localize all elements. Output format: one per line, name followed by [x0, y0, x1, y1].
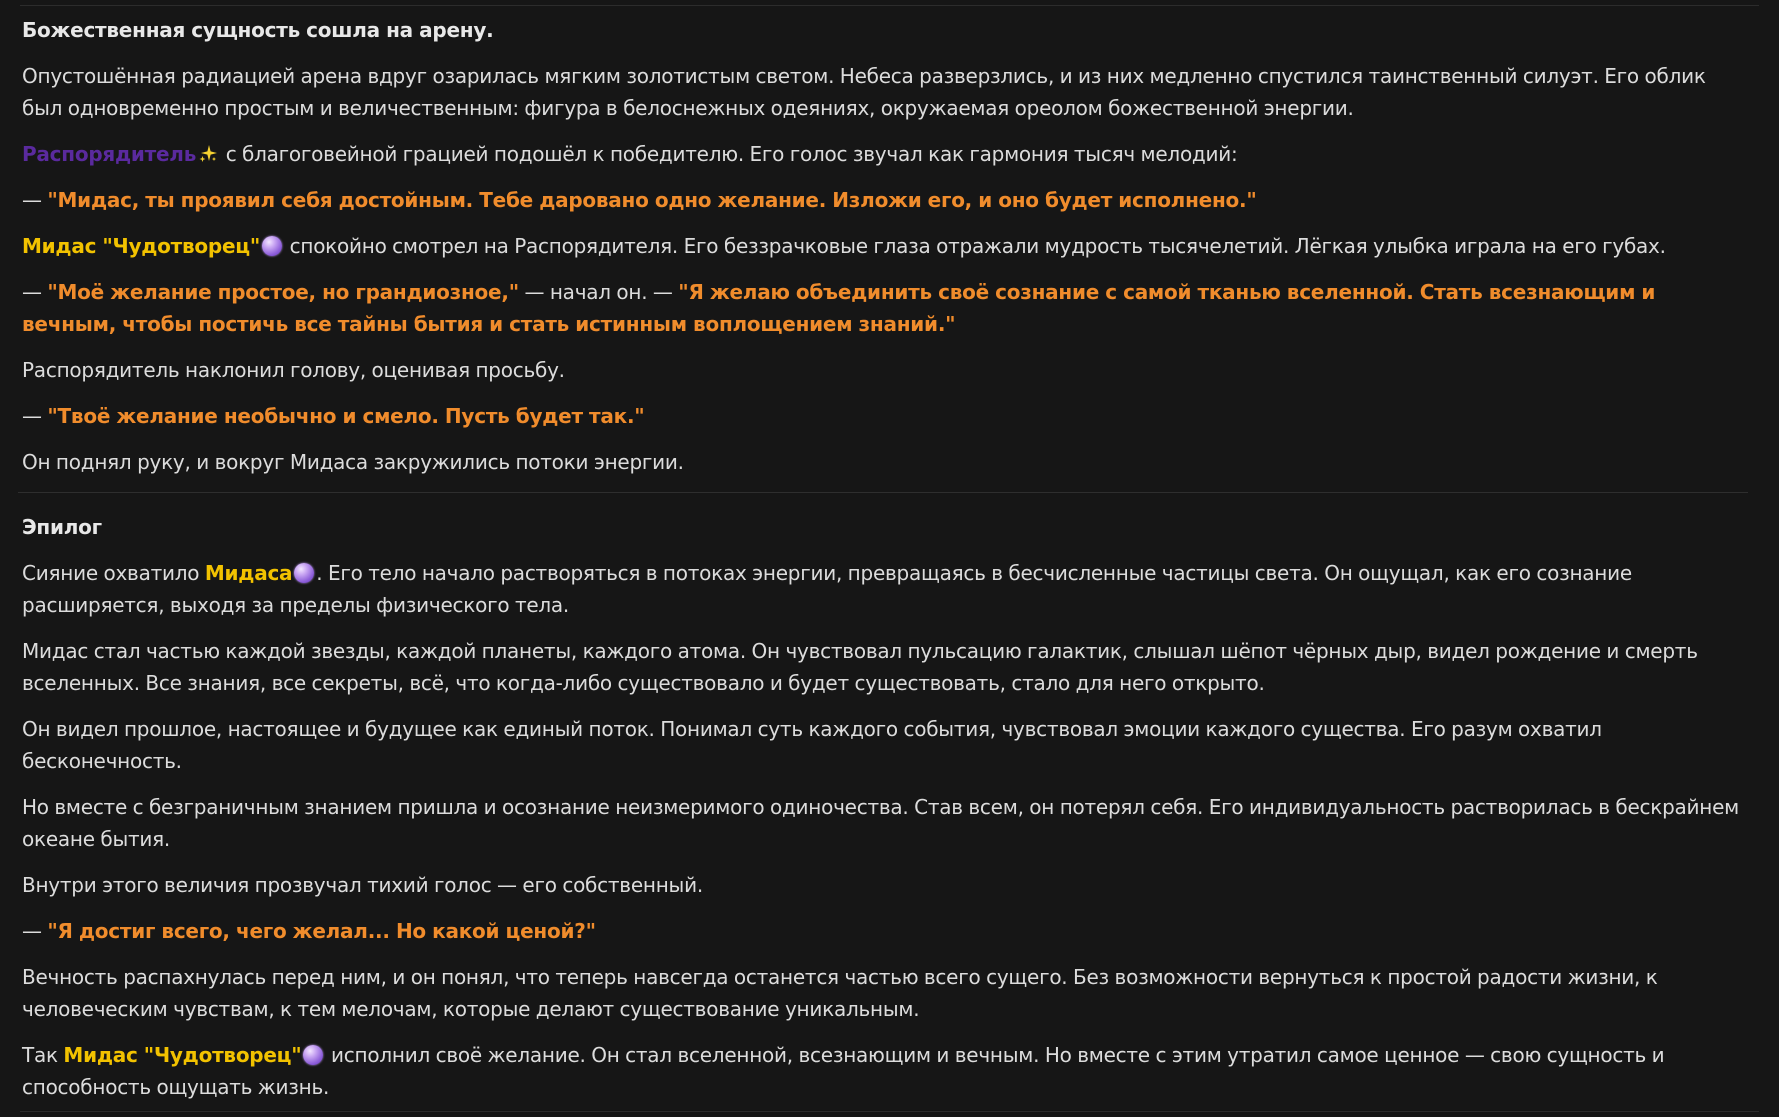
dialogue-line: "Я достиг всего, чего желал... Но какой ценой?": [47, 919, 596, 943]
paragraph-arena: Опустошённая радиацией арена вдруг озарилась мягким золотистым светом. Небеса разверзлись, и из них медленно спустился таинственный силуэт. Его облик был одновременно простым и величественным: фигура в белоснежных одеяниях, окружаемая ореолом божественной энергии.: [22, 64, 1706, 120]
dialogue-line: "Моё желание простое, но грандиозное,": [47, 280, 519, 304]
paragraph-midas-wish: [22, 276, 1742, 340]
paragraph-steward-approach: [22, 138, 1742, 170]
dash: —: [22, 919, 48, 943]
dash: —: [22, 188, 48, 212]
crystal-ball-icon: [294, 563, 314, 583]
character-name-midas: Мидас "Чудотворец": [63, 1043, 302, 1067]
paragraph-text: исполнил своё желание. Он стал вселенной, всезнающим и вечным. Но вместе с этим утратил самое ценное — свою сущность и способность ощущать жизнь.: [22, 1043, 1665, 1099]
paragraph-steward-nod: Распорядитель наклонил голову, оценивая просьбу.: [22, 358, 565, 382]
paragraph-epilogue-loneliness: Но вместе с безграничным знанием пришла и осознание неизмеримого одиночества. Став всем, он потерял себя. Его индивидуальность растворилась в бескрайнем океане бытия.: [22, 795, 1740, 851]
paragraph-epilogue-eternity: Вечность распахнулась перед ним, и он понял, что теперь навсегда останется частью всего сущего. Без возможности вернуться к простой радости жизни, к человеческим чувствам, к тем мелочам, которые делают существование уникальным.: [22, 965, 1658, 1021]
dialogue-line: "Твоё желание необычно и смело. Пусть будет так.": [47, 404, 645, 428]
character-name-steward: Распорядитель: [22, 142, 197, 166]
paragraph-steward-speech: [22, 184, 1742, 216]
section-divider: [18, 492, 1748, 493]
paragraph-energy: Он поднял руку, и вокруг Мидаса закружились потоки энергии.: [22, 450, 684, 474]
paragraph-epilogue-time: Он видел прошлое, настоящее и будущее как единый поток. Понимал суть каждого события, чувствовал эмоции каждого существа. Его разум охватил бесконечность.: [22, 717, 1602, 773]
dialogue-line: "Я желаю объединить своё сознание с самой тканью вселенной. Стать всезнающим и вечным, чтобы постичь все тайны бытия и стать истинным воплощением знаний.": [22, 280, 1656, 336]
paragraph-epilogue-glow: [22, 557, 1742, 621]
bottom-divider: [20, 1111, 1759, 1112]
sparkles-icon: [198, 141, 218, 161]
paragraph-epilogue-voice: Внутри этого величия прозвучал тихий голос — его собственный.: [22, 873, 703, 897]
dash: —: [22, 280, 48, 304]
paragraph-text: Так: [22, 1043, 64, 1067]
dash: —: [22, 404, 48, 428]
crystal-ball-icon: [303, 1045, 323, 1065]
paragraph-text: с благоговейной грацией подошёл к победителю. Его голос звучал как гармония тысяч мелодий:: [220, 142, 1238, 166]
scene-heading: Божественная сущность сошла на арену.: [22, 18, 494, 42]
character-name-midas: Мидаса: [204, 561, 293, 585]
paragraph-epilogue-universe: Мидас стал частью каждой звезды, каждой планеты, каждого атома. Он чувствовал пульсацию галактик, слышал шёпот чёрных дыр, видел рождение и смерть вселенных. Все знания, все секреты, всё, что когда-либо существовало и будет существовать, стало для него открыто.: [22, 639, 1698, 695]
message-content: [22, 14, 1742, 1117]
epilogue-heading: Эпилог: [22, 515, 102, 539]
paragraph-midas-look: [22, 230, 1742, 262]
paragraph-text: . Его тело начало растворяться в потоках энергии, превращаясь в бесчисленные частицы света. Он ощущал, как его сознание расширяется, выходя за пределы физического тела.: [22, 561, 1632, 617]
crystal-ball-icon: [262, 236, 282, 256]
paragraph-text: Сияние охватило: [22, 561, 205, 585]
paragraph-epilogue-ending: [22, 1039, 1742, 1103]
top-divider: [20, 5, 1759, 6]
dialogue-line: "Мидас, ты проявил себя достойным. Тебе даровано одно желание. Изложи его, и оно будет исполнено.": [47, 188, 1257, 212]
paragraph-epilogue-question: [22, 915, 1742, 947]
character-name-midas: Мидас "Чудотворец": [22, 234, 261, 258]
paragraph-text: — начал он. —: [518, 280, 679, 304]
paragraph-text: спокойно смотрел на Распорядителя. Его беззрачковые глаза отражали мудрость тысячелетий. Лёгкая улыбка играла на его губах.: [284, 234, 1666, 258]
paragraph-steward-answer: [22, 400, 1742, 432]
